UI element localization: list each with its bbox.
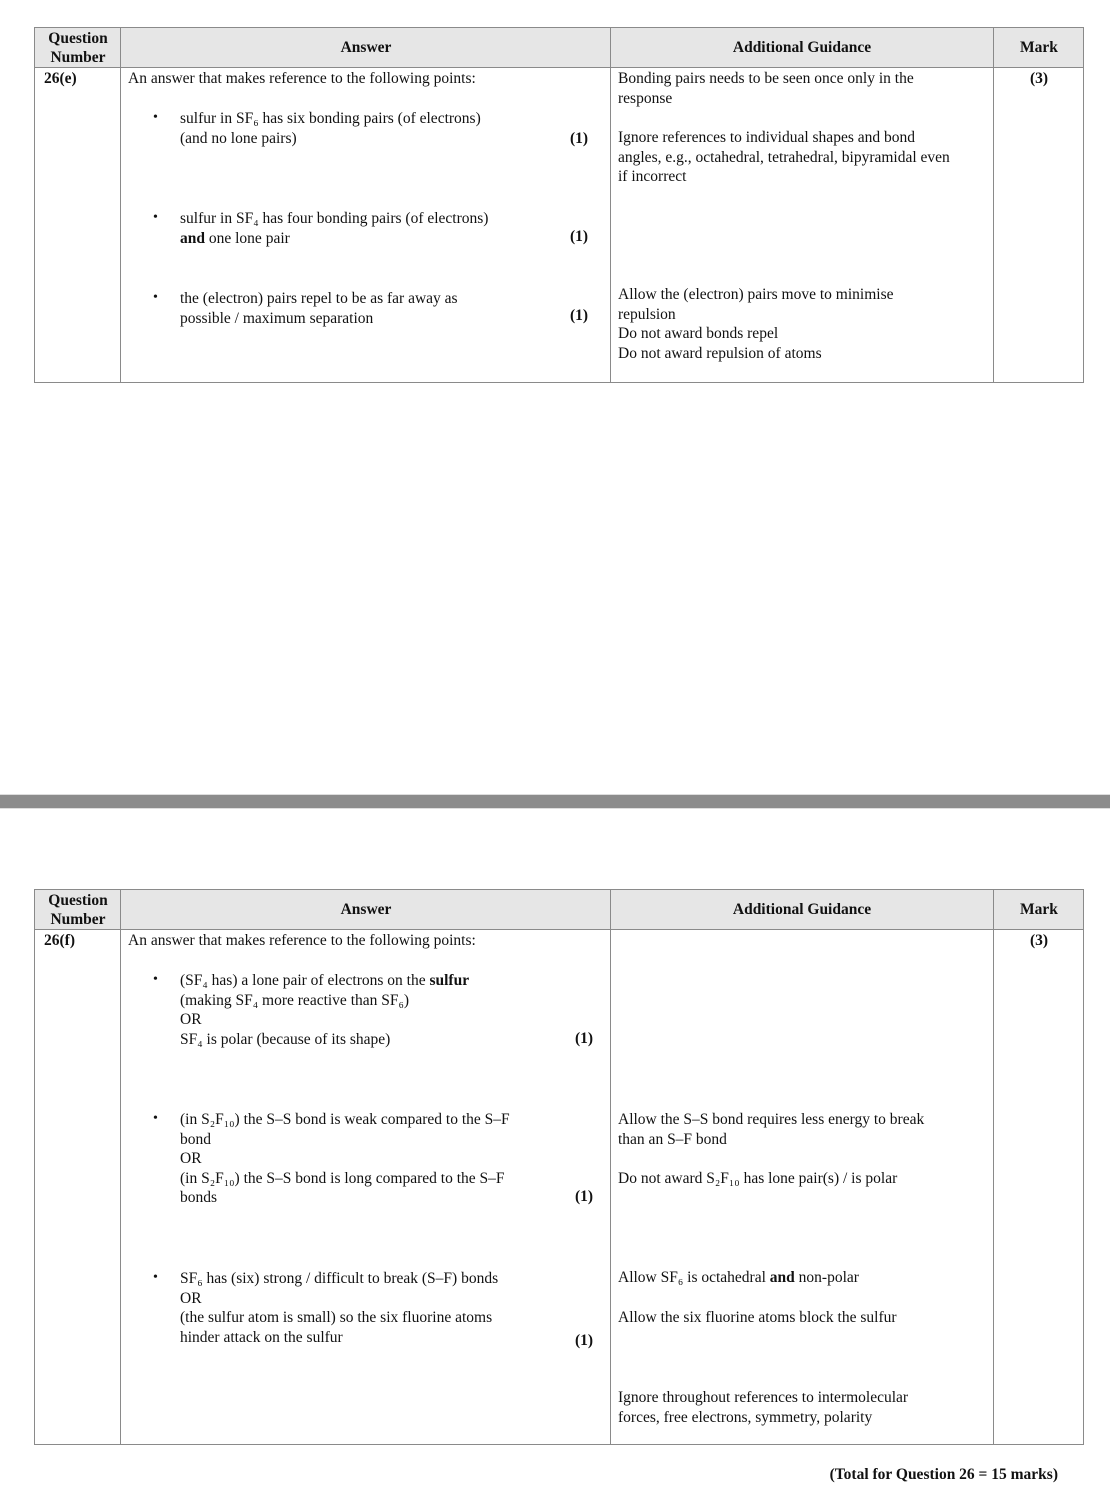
question-total: (Total for Question 26 = 15 marks) [829,1466,1058,1483]
text-line [180,1149,510,1169]
text-segment: non-polar [794,1269,859,1286]
text-segment: if incorrect [618,168,687,185]
emphasis-text: sulfur [429,972,470,989]
header-answer: Answer [340,39,392,56]
text-segment: SF₆ has (six) strong / difficult to break (S–F) bonds [180,1270,499,1287]
header-question-number [35,29,121,67]
point-mark: (1) [575,1030,594,1047]
guidance-note [618,69,914,108]
text-segment: than an S–F bond [618,1130,727,1148]
header-line: Number [50,911,106,928]
text-line [618,128,950,148]
guidance-note [618,1268,859,1288]
text-segment: Bonding pairs needs to be seen once only in the [618,70,914,87]
text-line [618,344,894,364]
text-segment: angles, e.g., octahedral, tetrahedral, bipyramidal even [618,148,950,166]
text-segment: (and no lone pairs) [180,129,297,147]
bullet-icon: • [153,1111,158,1126]
text-line [180,1169,510,1189]
header-line: Question [48,30,108,47]
text-segment: response [618,89,673,107]
text-line [180,1030,469,1050]
guidance-note [618,1110,924,1149]
answer-intro: An answer that makes reference to the following points: [128,70,476,87]
bullet-icon: • [153,1270,158,1285]
text-line [618,89,914,109]
text-line [180,209,488,229]
text-line [180,1269,498,1289]
text-segment: Allow the (electron) pairs move to minimise [618,286,894,303]
text-line [180,1010,469,1030]
text-segment: possible / maximum separation [180,309,374,327]
text-segment: hinder attack on the sulfur [180,1328,343,1346]
answer-intro: An answer that makes reference to the following points: [128,932,476,949]
header-guidance: Additional Guidance [732,901,872,918]
header-answer: Answer [340,901,392,918]
text-line [180,971,469,991]
text-line [180,1308,498,1328]
text-line [180,1328,498,1348]
text-segment: the (electron) pairs repel to be as far away as [180,290,458,307]
text-segment: (making SF₄ more reactive than SF₆) [180,991,410,1009]
answer-point-text [180,209,488,248]
guidance-note [618,1169,897,1189]
header-question-number [35,891,121,929]
text-line [180,1289,498,1309]
text-line [618,305,894,325]
text-segment: Do not award S₂F₁₀ has lone pair(s) / is polar [618,1170,898,1187]
answer-point-text [180,1269,498,1347]
text-line [618,285,894,305]
text-line [180,129,481,149]
text-segment: bonds [180,1189,218,1206]
text-line [618,148,950,168]
text-segment: sulfur in SF₄ has four bonding pairs (of electrons) [180,210,489,227]
guidance-note [618,285,894,363]
text-line [618,1388,908,1408]
bullet-icon: • [153,290,158,305]
text-line [180,1110,510,1130]
text-segment: OR [180,1011,202,1028]
text-line [618,1268,859,1288]
header-mark: Mark [1020,39,1058,56]
header-line: Question [48,892,108,909]
text-segment: SF₄ is polar (because of its shape) [180,1030,391,1048]
mark-scheme-table-26f [34,889,1084,1445]
bullet-icon: • [153,972,158,987]
mark-scheme-table-26e [34,27,1084,383]
text-segment: (the sulfur atom is small) so the six fluorine atoms [180,1309,493,1326]
text-segment: Allow SF₆ is octahedral [618,1269,770,1286]
text-segment: Do not award repulsion of atoms [618,344,822,362]
answer-point-text [180,289,458,328]
text-segment: bond [180,1130,211,1148]
header-mark: Mark [1020,901,1058,918]
text-segment: Do not award bonds repel [618,325,779,342]
point-mark: (1) [575,1332,594,1349]
header-guidance: Additional Guidance [732,39,872,56]
point-mark: (1) [575,1188,594,1205]
text-line [180,109,481,129]
point-mark: (1) [570,130,589,147]
text-segment: OR [180,1289,202,1307]
text-segment: OR [180,1150,202,1167]
text-segment: sulfur in SF₆ has six bonding pairs (of electrons) [180,110,481,127]
text-segment: (SF₄ has) a lone pair of electrons on the [180,972,430,989]
emphasis-text: and [769,1269,795,1286]
answer-point-text [180,109,481,148]
text-line [180,991,469,1011]
text-segment: Ignore throughout references to intermolecular [618,1389,909,1406]
question-number: 26(e) [44,70,77,87]
text-line [618,1408,908,1428]
text-line [180,289,458,309]
text-segment: forces, free electrons, symmetry, polarity [618,1408,873,1426]
total-mark: (3) [1029,932,1049,949]
text-line [180,1188,510,1208]
text-line [618,324,894,344]
guidance-note [618,128,950,187]
answer-point-text [180,971,469,1049]
page-separator [0,794,1110,809]
point-mark: (1) [570,228,589,245]
guidance-note [618,1308,897,1328]
bullet-icon: • [153,110,158,125]
total-mark: (3) [1029,70,1049,87]
bullet-icon: • [153,210,158,225]
text-segment: Allow the S–S bond requires less energy to break [618,1111,925,1128]
emphasis-text: and [180,229,205,247]
text-segment: Allow the six fluorine atoms block the sulfur [618,1309,897,1326]
answer-point-text [180,1110,510,1208]
text-segment: repulsion [618,305,676,323]
text-line [618,167,950,187]
text-segment: one lone pair [205,229,290,247]
text-segment: Ignore references to individual shapes and bond [618,129,915,146]
text-line [618,1130,924,1150]
header-line: Number [50,49,106,66]
point-mark: (1) [570,307,589,324]
text-line [618,1308,897,1328]
text-segment: (in S₂F₁₀) the S–S bond is long compared to the S–F [180,1169,505,1187]
text-line [618,1110,924,1130]
text-line [618,69,914,89]
text-line [180,229,488,249]
question-number: 26(f) [44,932,75,949]
text-line [180,1130,510,1150]
guidance-note [618,1388,908,1427]
text-line [618,1169,897,1189]
text-line [180,309,458,329]
text-segment: (in S₂F₁₀) the S–S bond is weak compared to the S–F [180,1111,510,1128]
